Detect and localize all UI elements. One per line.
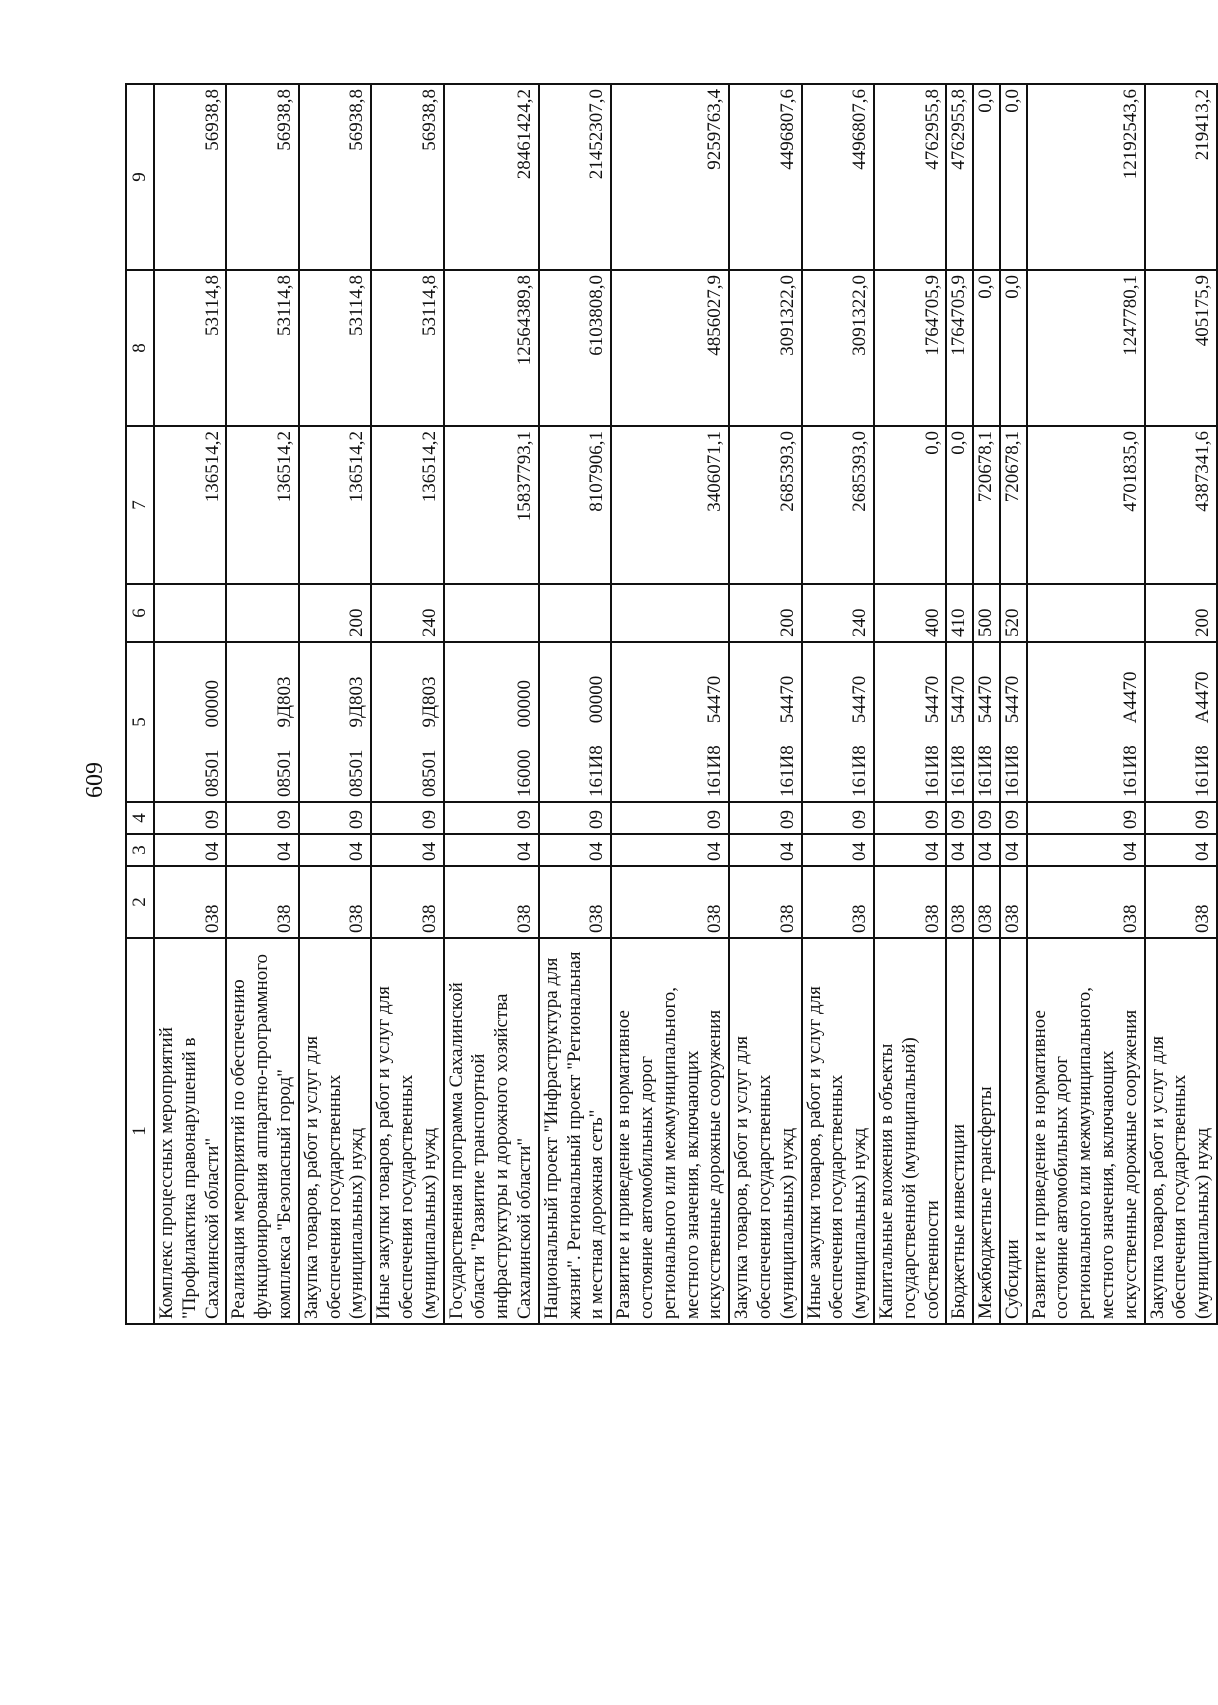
subsection-cell: 09 [946,802,973,834]
amount-col8-cell: 4856027,9 [611,270,729,426]
column-number-row [126,84,154,1324]
section-cell: 04 [1000,834,1027,866]
subsection-cell: 09 [299,802,371,834]
expense-type-cell: 200 [299,584,371,642]
amount-col9-cell: 28461424,2 [444,84,539,270]
amount-col9-cell: 56938,8 [226,84,298,270]
subsection-cell: 09 [1000,802,1027,834]
target-article-direction-code: 54470 [849,675,871,724]
amount-col9-cell: 4762955,8 [874,84,946,270]
amount-col7-cell: 2685393,0 [802,426,874,584]
ministry-code-cell: 038 [226,866,298,938]
target-article-cell [226,642,298,802]
page-number: 609 [82,762,108,798]
amount-col9-cell: 0,0 [973,84,1000,270]
target-article-cell [444,642,539,802]
target-article-direction-code: 54470 [776,675,798,724]
row-name-cell: Закупка товаров, работ и услуг для обеспечения государственных (муниципальных) нужд [299,938,371,1324]
table-row [946,84,973,1324]
column-header-3: 3 [126,834,154,866]
row-name-cell: Закупка товаров, работ и услуг для обеспечения государственных (муниципальных) нужд [729,938,801,1324]
row-name-cell: Иные закупки товаров, работ и услуг для обеспечения государственных (муниципальных) нужд [802,938,874,1324]
target-article-direction-code: А4470 [1192,671,1214,724]
ministry-code-cell: 038 [1027,866,1145,938]
section-cell: 04 [444,834,539,866]
amount-col9-cell: 56938,8 [154,84,226,270]
table-row [371,84,443,1324]
target-article-cell [802,642,874,802]
target-article-program-code: 161И8 [975,745,997,797]
table-row [729,84,801,1324]
expense-type-cell [444,584,539,642]
section-cell: 04 [874,834,946,866]
ministry-code-cell: 038 [946,866,973,938]
section-cell: 04 [946,834,973,866]
amount-col9-cell: 4762955,8 [946,84,973,270]
expense-type-cell [226,584,298,642]
amount-col7-cell: 15837793,1 [444,426,539,584]
target-article-program-code: 08501 [201,749,223,797]
amount-col7-cell: 136514,2 [299,426,371,584]
section-cell: 04 [226,834,298,866]
section-cell: 04 [371,834,443,866]
column-header-5: 5 [126,642,154,802]
row-name-cell: Капитальные вложения в объекты государственной (муниципальной) собственности [874,938,946,1324]
ministry-code-cell: 038 [1145,866,1217,938]
row-name-cell: Бюджетные инвестиции [946,938,973,1324]
column-header-7: 7 [126,426,154,584]
table-row [154,84,226,1324]
column-header-1: 1 [126,938,154,1324]
table-row [444,84,539,1324]
target-article-cell [946,642,973,802]
target-article-program-code: 161И8 [1192,745,1214,797]
amount-col8-cell: 53114,8 [299,270,371,426]
ministry-code-cell: 038 [611,866,729,938]
subsection-cell: 09 [973,802,1000,834]
expense-type-cell: 240 [371,584,443,642]
ministry-code-cell: 038 [874,866,946,938]
table-row [539,84,611,1324]
target-article-program-code: 161И8 [776,745,798,797]
target-article-cell [371,642,443,802]
amount-col8-cell: 1764705,9 [874,270,946,426]
amount-col8-cell: 3091322,0 [802,270,874,426]
expense-type-cell: 400 [874,584,946,642]
expense-type-cell: 240 [802,584,874,642]
amount-col9-cell: 4496807,6 [729,84,801,270]
section-cell: 04 [802,834,874,866]
subsection-cell: 09 [371,802,443,834]
amount-col8-cell: 0,0 [1000,270,1027,426]
target-article-cell [154,642,226,802]
amount-col7-cell: 0,0 [946,426,973,584]
ministry-code-cell: 038 [444,866,539,938]
amount-col8-cell: 3091322,0 [729,270,801,426]
amount-col8-cell: 405175,9 [1145,270,1217,426]
column-header-6: 6 [126,584,154,642]
amount-col9-cell: 56938,8 [371,84,443,270]
subsection-cell: 09 [539,802,611,834]
target-article-direction-code: 54470 [948,675,970,724]
amount-col9-cell: 56938,8 [299,84,371,270]
table-row [802,84,874,1324]
section-cell: 04 [539,834,611,866]
target-article-direction-code: 00000 [586,675,608,724]
expense-type-cell: 500 [973,584,1000,642]
amount-col7-cell: 136514,2 [226,426,298,584]
target-article-cell [1145,642,1217,802]
amount-col8-cell: 0,0 [973,270,1000,426]
subsection-cell: 09 [1027,802,1145,834]
target-article-direction-code: А4470 [1119,671,1141,724]
amount-col8-cell: 6103808,0 [539,270,611,426]
target-article-direction-code: 54470 [975,675,997,724]
row-name-cell: Реализация мероприятий по обеспечению функционирования аппаратно-программного комплекса "Безопасный город" [226,938,298,1324]
amount-col9-cell: 219413,2 [1145,84,1217,270]
amount-col7-cell: 8107906,1 [539,426,611,584]
target-article-program-code: 161И8 [1001,745,1023,797]
amount-col7-cell: 136514,2 [371,426,443,584]
table-row [1145,84,1217,1324]
table-body [154,84,1217,1324]
amount-col7-cell: 0,0 [874,426,946,584]
amount-col8-cell: 53114,8 [154,270,226,426]
column-header-8: 8 [126,270,154,426]
amount-col7-cell: 2685393,0 [729,426,801,584]
column-header-2: 2 [126,866,154,938]
row-name-cell: Государственная программа Сахалинской области "Развитие транспортной инфраструктуры и дорожного хозяйства Сахалинской области" [444,938,539,1324]
target-article-program-code: 161И8 [704,745,726,797]
target-article-cell [729,642,801,802]
amount-col9-cell: 12192543,6 [1027,84,1145,270]
target-article-program-code: 08501 [418,749,440,797]
target-article-program-code: 161И8 [1119,745,1141,797]
target-article-cell [973,642,1000,802]
section-cell: 04 [973,834,1000,866]
amount-col7-cell: 4387341,6 [1145,426,1217,584]
expense-type-cell [611,584,729,642]
target-article-cell [539,642,611,802]
row-name-cell: Субсидии [1000,938,1027,1324]
target-article-program-code: 161И8 [586,745,608,797]
subsection-cell: 09 [874,802,946,834]
row-name-cell: Развитие и приведение в нормативное состояние автомобильных дорог регионального или межмуниципального, местного значения, включающих искусственные дорожные сооружения [611,938,729,1324]
table-row [226,84,298,1324]
target-article-cell [611,642,729,802]
ministry-code-cell: 038 [729,866,801,938]
row-name-cell: Иные закупки товаров, работ и услуг для обеспечения государственных (муниципальных) нужд [371,938,443,1324]
target-article-cell [1027,642,1145,802]
target-article-direction-code: 54470 [1001,675,1023,724]
amount-col8-cell: 53114,8 [371,270,443,426]
amount-col9-cell: 0,0 [1000,84,1027,270]
ministry-code-cell: 038 [371,866,443,938]
rotated-page-content [125,85,1218,1325]
section-cell: 04 [1027,834,1145,866]
amount-col9-cell: 4496807,6 [802,84,874,270]
expense-type-cell: 200 [1145,584,1217,642]
target-article-direction-code: 00000 [513,680,535,728]
subsection-cell: 09 [226,802,298,834]
amount-col7-cell: 720678,1 [1000,426,1027,584]
ministry-code-cell: 038 [802,866,874,938]
expense-type-cell [1027,584,1145,642]
target-article-program-code: 16000 [513,749,535,797]
ministry-code-cell: 038 [154,866,226,938]
section-cell: 04 [611,834,729,866]
column-header-4: 4 [126,802,154,834]
row-name-cell: Закупка товаров, работ и услуг для обеспечения государственных (муниципальных) нужд [1145,938,1217,1324]
target-article-direction-code: 9Д803 [346,676,368,728]
target-article-program-code: 161И8 [948,745,970,797]
target-article-program-code: 08501 [273,749,295,797]
amount-col7-cell: 4701835,0 [1027,426,1145,584]
ministry-code-cell: 038 [299,866,371,938]
section-cell: 04 [299,834,371,866]
subsection-cell: 09 [154,802,226,834]
amount-col7-cell: 3406071,1 [611,426,729,584]
amount-col7-cell: 720678,1 [973,426,1000,584]
amount-col8-cell: 53114,8 [226,270,298,426]
subsection-cell: 09 [1145,802,1217,834]
subsection-cell: 09 [729,802,801,834]
amount-col7-cell: 136514,2 [154,426,226,584]
amount-col8-cell: 12564389,8 [444,270,539,426]
budget-table [125,83,1218,1325]
target-article-cell [874,642,946,802]
expense-type-cell [539,584,611,642]
target-article-cell [1000,642,1027,802]
target-article-direction-code: 54470 [704,675,726,724]
table-row [973,84,1000,1324]
ministry-code-cell: 038 [973,866,1000,938]
subsection-cell: 09 [611,802,729,834]
target-article-program-code: 161И8 [849,745,871,797]
table-row [299,84,371,1324]
target-article-direction-code: 54470 [921,675,943,724]
section-cell: 04 [729,834,801,866]
target-article-cell [299,642,371,802]
target-article-direction-code: 9Д803 [273,676,295,728]
row-name-cell: Комплекс процессных мероприятий "Профилактика правонарушений в Сахалинской области" [154,938,226,1324]
target-article-direction-code: 9Д803 [418,676,440,728]
target-article-program-code: 161И8 [921,745,943,797]
expense-type-cell [154,584,226,642]
subsection-cell: 09 [444,802,539,834]
amount-col8-cell: 1764705,9 [946,270,973,426]
amount-col9-cell: 9259763,4 [611,84,729,270]
subsection-cell: 09 [802,802,874,834]
expense-type-cell: 410 [946,584,973,642]
ministry-code-cell: 038 [539,866,611,938]
column-header-9: 9 [126,84,154,270]
target-article-direction-code: 00000 [201,680,223,728]
row-name-cell: Развитие и приведение в нормативное состояние автомобильных дорог регионального или межмуниципального, местного значения, включающих искусственные дорожные сооружения [1027,938,1145,1324]
expense-type-cell: 520 [1000,584,1027,642]
target-article-program-code: 08501 [346,749,368,797]
table-row [1027,84,1145,1324]
table-row [1000,84,1027,1324]
amount-col9-cell: 21452307,0 [539,84,611,270]
table-row [611,84,729,1324]
section-cell: 04 [154,834,226,866]
amount-col8-cell: 1247780,1 [1027,270,1145,426]
ministry-code-cell: 038 [1000,866,1027,938]
table-row [874,84,946,1324]
expense-type-cell: 200 [729,584,801,642]
row-name-cell: Национальный проект "Инфраструктура для жизни". Региональный проект "Региональная и местная дорожная сеть" [539,938,611,1324]
section-cell: 04 [1145,834,1217,866]
row-name-cell: Межбюджетные трансферты [973,938,1000,1324]
